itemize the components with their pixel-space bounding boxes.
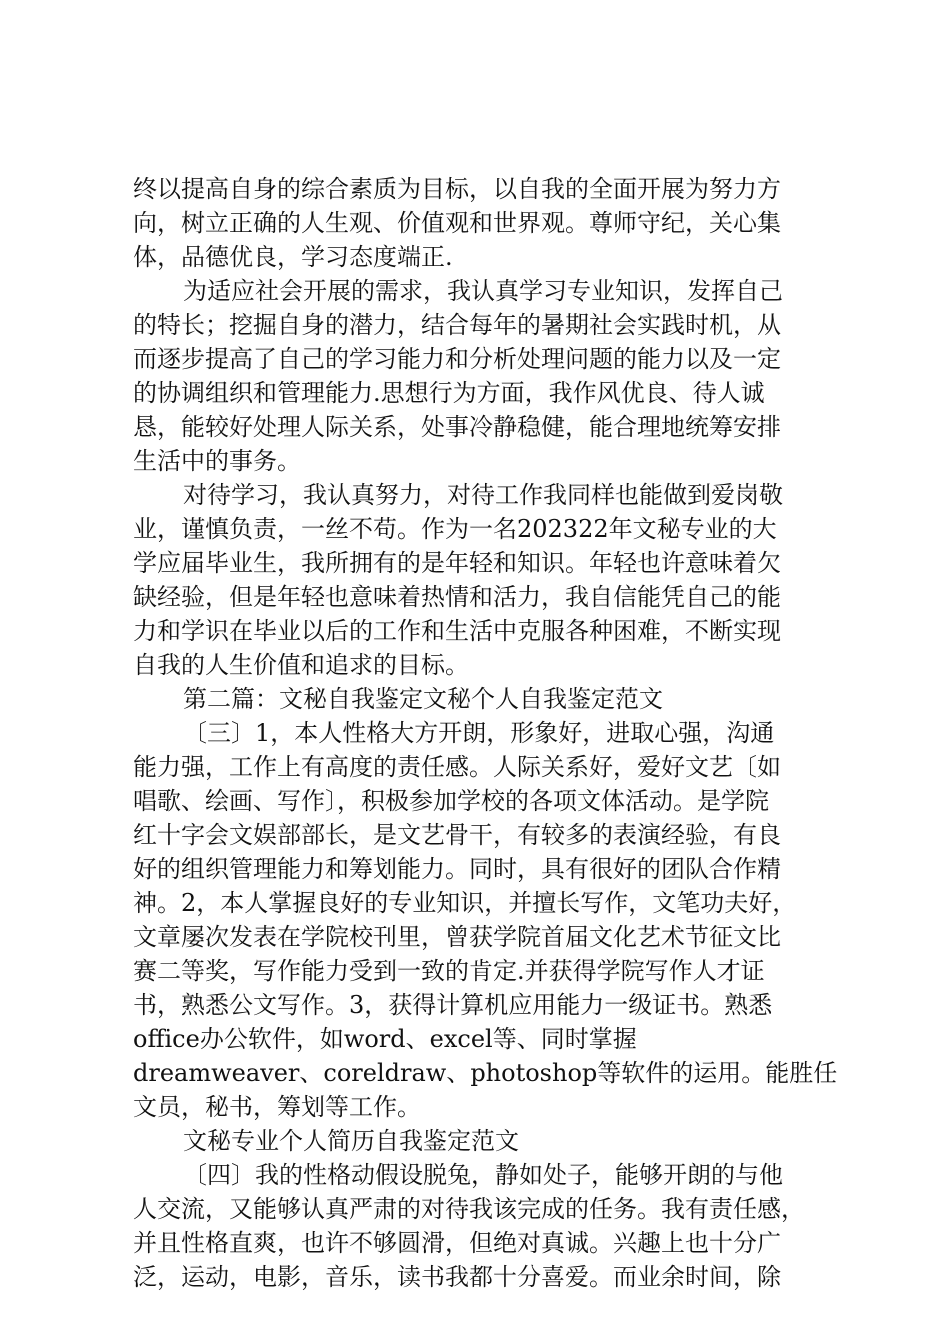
text-line: 为适应社会开展的需求，我认真学习专业知识，发挥自己 <box>183 277 783 305</box>
section-heading: 文秘专业个人简历自我鉴定范文 <box>183 1127 519 1155</box>
text-line: 生活中的事务。 <box>133 447 301 475</box>
text-line: 自我的人生价值和追求的目标。 <box>133 651 469 679</box>
text-line: 学应届毕业生，我所拥有的是年轻和知识。年轻也许意味着欠 <box>133 549 781 577</box>
text-line: 好的组织管理能力和筹划能力。同时，具有很好的团队合作精 <box>133 855 781 883</box>
text-line: 对待学习，我认真努力，对待工作我同样也能做到爱岗敬 <box>183 481 783 509</box>
section-heading: 第二篇：文秘自我鉴定文秘个人自我鉴定范文 <box>183 685 663 713</box>
text-line: 的协调组织和管理能力.思想行为方面，我作风优良、待人诚 <box>133 379 765 407</box>
text-line: 并且性格直爽，也许不够圆滑，但绝对真诚。兴趣上也十分广 <box>133 1229 781 1257</box>
text-line: 红十字会文娱部部长，是文艺骨干，有较多的表演经验，有良 <box>133 821 781 849</box>
text-line: 终以提高自身的综合素质为目标，以自我的全面开展为努力方 <box>133 175 781 203</box>
text-line: office办公软件，如word、excel等、同时掌握 <box>133 1025 637 1053</box>
text-line: 业，谨慎负责，一丝不苟。作为一名202322年文秘专业的大 <box>133 515 777 543</box>
text-line: 缺经验，但是年轻也意味着热情和活力，我自信能凭自己的能 <box>133 583 781 611</box>
text-line: 唱歌、绘画、写作〕，积极参加学校的各项文体活动。是学院 <box>133 787 769 815</box>
text-line: 能力强，工作上有高度的责任感。人际关系好，爱好文艺〔如 <box>133 753 781 781</box>
text-line: 赛二等奖，写作能力受到一致的肯定.并获得学院写作人才证 <box>133 957 765 985</box>
text-line: 泛，运动，电影，音乐，读书我都十分喜爱。而业余时间，除 <box>133 1263 781 1291</box>
text-line: 体，品德优良，学习态度端正. <box>133 243 453 271</box>
text-line: 〔四〕我的性格动假设脱兔，静如处子，能够开朗的与他 <box>183 1161 783 1189</box>
text-line: 神。2，本人掌握良好的专业知识，并擅长写作，文笔功夫好， <box>133 889 797 917</box>
text-line: 〔三〕1，本人性格大方开朗，形象好，进取心强，沟通 <box>183 719 775 747</box>
text-line: 而逐步提高了自己的学习能力和分析处理问题的能力以及一定 <box>133 345 781 373</box>
text-line: 人交流，又能够认真严肃的对待我该完成的任务。我有责任感， <box>133 1195 805 1223</box>
text-line: 文员，秘书，筹划等工作。 <box>133 1093 421 1121</box>
text-line: 的特长；挖掘自身的潜力，结合每年的暑期社会实践时机，从 <box>133 311 781 339</box>
text-line: dreamweaver、coreldraw、photoshop等软件的运用。能胜任 <box>133 1059 838 1087</box>
text-line: 恳，能较好处理人际关系，处事冷静稳健，能合理地统筹安排 <box>133 413 781 441</box>
text-line: 向，树立正确的人生观、价值观和世界观。尊师守纪，关心集 <box>133 209 781 237</box>
text-line: 文章屡次发表在学院校刊里，曾获学院首届文化艺术节征文比 <box>133 923 781 951</box>
text-line: 力和学识在毕业以后的工作和生活中克服各种困难，不断实现 <box>133 617 781 645</box>
text-line: 书，熟悉公文写作。3，获得计算机应用能力一级证书。熟悉 <box>133 991 773 1019</box>
